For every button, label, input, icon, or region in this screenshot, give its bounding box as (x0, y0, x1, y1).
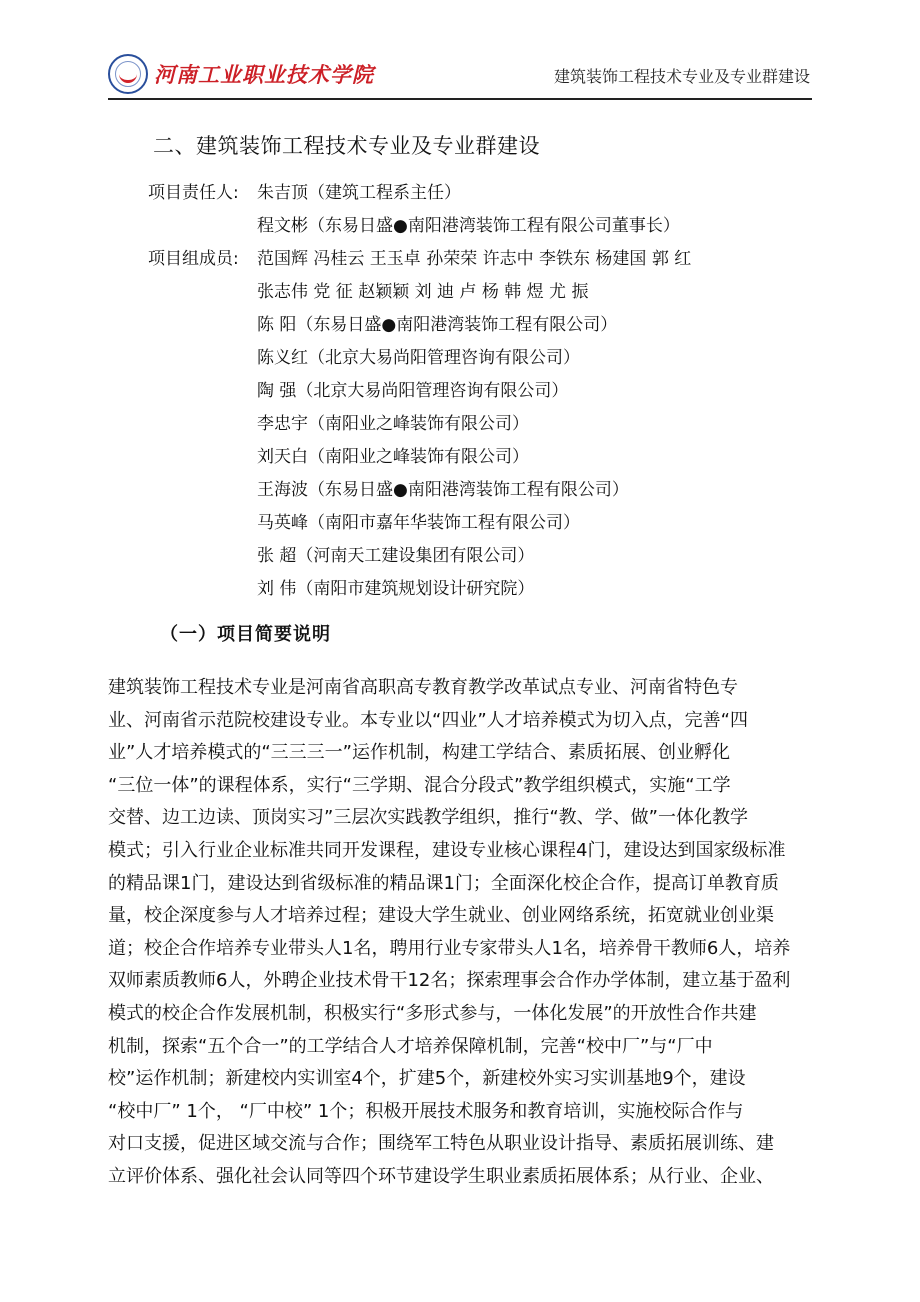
school-logo (108, 54, 374, 94)
project-description (108, 672, 813, 1194)
paragraph-line: 交替、边工边读、顶岗实习”三层次实践教学组织，推行“教、学、做”一体化教学 (108, 807, 748, 829)
paragraph-line: 校”运作机制；新建校内实训室4个，扩建5个，新建校外实习实训基地9个，建设 (108, 1068, 746, 1090)
member-line: 陈 阳（东易日盛●南阳港湾装饰工程有限公司） (257, 315, 618, 335)
member-line: 张志伟 党 征 赵颖颖 刘 迪 卢 杨 韩 煜 尤 振 (257, 282, 589, 302)
member-line: 张 超（河南天工建设集团有限公司） (257, 546, 535, 566)
paragraph-line: 立评价体系、强化社会认同等四个环节建设学生职业素质拓展体系；从行业、企业、 (108, 1165, 774, 1187)
header-divider (108, 98, 812, 100)
paragraph-line: 模式；引入行业企业标准共同开发课程，建设专业核心课程4门，建设达到国家级标准 (108, 839, 786, 861)
member-line: 李忠宇（南阳业之峰装饰有限公司） (257, 414, 529, 434)
paragraph-line: 道；校企合作培养专业带头人1名，聘用行业专家带头人1名，培养骨干教师6人，培养 (108, 937, 791, 959)
member-line: 王海波（东易日盛●南阳港湾装饰工程有限公司） (257, 480, 629, 500)
paragraph-line: 量，校企深度参与人才培养过程；建设大学生就业、创业网络系统，拓宽就业创业渠 (108, 905, 774, 927)
school-emblem-icon (108, 54, 148, 94)
paragraph-line: 业、河南省示范院校建设专业。本专业以“四业”人才培养模式为切入点，完善“四 (108, 709, 748, 731)
header-doc-title: 建筑装饰工程技术专业及专业群建设 (553, 67, 810, 86)
paragraph-line: 双师素质教师6人，外聘企业技术骨干12名；探索理事会合作办学体制，建立基于盈利 (108, 970, 791, 992)
member-line: 陶 强（北京大易尚阳管理咨询有限公司） (257, 381, 569, 401)
paragraph-line: 的精品课1门，建设达到省级标准的精品课1门；全面深化校企合作，提高订单教育质 (108, 872, 779, 894)
paragraph-line: 对口支援，促进区域交流与合作；围绕军工特色从职业设计指导、素质拓展训练、建 (108, 1133, 774, 1155)
member-line: 刘 伟（南阳市建筑规划设计研究院） (257, 579, 535, 599)
section-title: 二、建筑装饰工程技术专业及专业群建设 (153, 134, 540, 158)
member-line: 陈义红（北京大易尚阳管理咨询有限公司） (257, 348, 580, 368)
member-line: 马英峰（南阳市嘉年华装饰工程有限公司） (257, 513, 580, 533)
members-label: 项目组成员: (148, 249, 239, 269)
paragraph-line: “校中厂” 1个， “厂中校” 1个；积极开展技术服务和教育培训，实施校际合作与 (108, 1100, 744, 1122)
paragraph-line: 建筑装饰工程技术专业是河南省高职高专教育教学改革试点专业、河南省特色专 (108, 677, 738, 698)
subsection-title: （一）项目简要说明 (160, 624, 331, 645)
paragraph-line: 机制，探索“五个合一”的工学结合人才培养保障机制，完善“校中厂”与“厂中 (108, 1035, 713, 1057)
page-header (108, 44, 812, 100)
school-name: 河南工业职业技术学院 (154, 62, 374, 87)
leader-line: 朱吉顶（建筑工程系主任） (257, 183, 461, 203)
paragraph-line: 业”人才培养模式的“三三三一”运作机制，构建工学结合、素质拓展、创业孵化 (108, 742, 730, 764)
leader-label: 项目责任人: (148, 183, 239, 203)
member-line: 刘天白（南阳业之峰装饰有限公司） (257, 447, 529, 467)
paragraph-line: 模式的校企合作发展机制，积极实行“多形式参与，一体化发展”的开放性合作共建 (108, 1002, 757, 1024)
paragraph-line: “三位一体”的课程体系，实行“三学期、混合分段式”教学组织模式，实施“工学 (108, 774, 731, 796)
leader-line: 程文彬（东易日盛●南阳港湾装饰工程有限公司董事长） (257, 216, 680, 236)
member-line: 范国辉 冯桂云 王玉卓 孙荣荣 许志中 李铁东 杨建国 郭 红 (257, 249, 692, 269)
